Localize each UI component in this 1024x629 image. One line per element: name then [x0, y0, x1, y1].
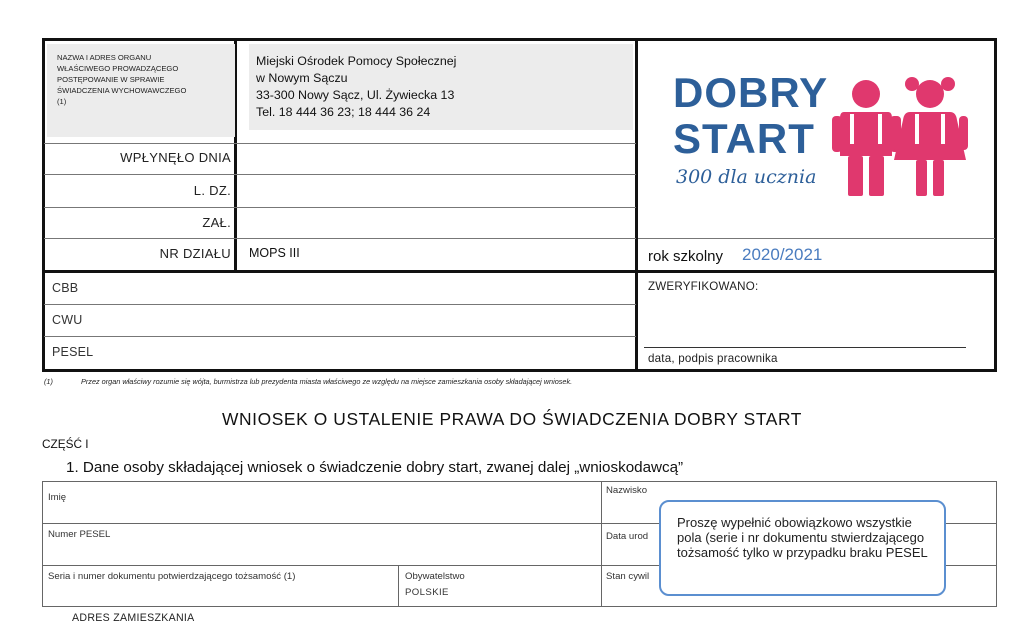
org-label-line: WŁAŚCIWEGO PROWADZĄCEGO [57, 64, 179, 73]
school-year-label: rok szkolny [648, 248, 724, 265]
first-name-label: Imię [48, 492, 67, 503]
header-divider-right [635, 38, 638, 372]
school-year-value: 2020/2021 [742, 245, 823, 264]
first-name-input[interactable] [43, 482, 600, 522]
org-label-line: POSTĘPOWANIE W SPRAWIE [57, 75, 165, 84]
instruction-callout-text: Proszę wypełnić obowiązkowo wszystkie pola (serie i nr dokumentu stwierdzającego tożsamość tylko w przypadku braku PESEL [677, 515, 928, 560]
side-line-1 [44, 304, 636, 305]
logo-title-line1: DOBRY [673, 69, 829, 116]
signature-label: data, podpis pracownika [648, 352, 778, 365]
department-label: NR DZIAŁU [159, 246, 231, 261]
applicant-col-line-citizenship [398, 565, 399, 607]
cwu-label: CWU [52, 313, 83, 327]
citizenship-label: Obywatelstwo [405, 571, 465, 582]
pesel-label: Numer PESEL [48, 529, 111, 540]
footnote-number: (1) [44, 377, 53, 386]
instruction-callout [659, 500, 946, 596]
reference-number-field[interactable] [237, 177, 635, 206]
address-section-label: ADRES ZAMIESZKANIA [72, 612, 195, 624]
header-divider-middle [42, 270, 997, 273]
org-address-line: w Nowym Sączu [256, 71, 348, 85]
registry-line-4 [44, 238, 636, 239]
footnote [44, 377, 572, 386]
logo-line [638, 238, 995, 239]
org-label-line: NAZWA I ADRES ORGANU [57, 53, 152, 62]
last-name-label: Nazwisko [606, 485, 648, 496]
received-date-label: WPŁYNĘŁO DNIA [120, 150, 231, 165]
part-label: CZĘŚĆ I [42, 437, 89, 451]
side-line-2 [44, 336, 636, 337]
attachments-field[interactable] [237, 209, 635, 237]
birth-date-label: Data urod [606, 531, 649, 542]
citizenship-value[interactable]: POLSKIE [405, 587, 449, 598]
id-document-label: Seria i numer dokumentu potwierdzającego tożsamość (1) [48, 571, 296, 582]
logo-slogan: 300 dla ucznia [676, 166, 817, 188]
footnote-text: Przez organ właściwy rozumie się wójta, burmistrza lub prezydenta miasta właściwego ze względu na miejsce zamieszkania osoby składającej wniosek. [81, 377, 573, 386]
org-label [47, 44, 235, 137]
marital-status-label: Stan cywil [606, 571, 650, 582]
registry-line-3 [44, 207, 636, 208]
id-document-input[interactable] [43, 566, 397, 606]
section-heading: 1. Dane osoby składającej wniosek o świadczenie dobry start, zwanej dalej „wnioskodawcą” [66, 459, 684, 476]
pesel-side-label: PESEL [52, 345, 94, 359]
verified-label: ZWERYFIKOWANO: [648, 280, 759, 293]
schoolchildren-icon [826, 76, 972, 202]
org-label-line: (1) [57, 97, 67, 106]
pesel-input[interactable] [43, 524, 600, 564]
signature-line [644, 347, 966, 348]
registry-line-1 [44, 143, 636, 144]
org-address-line: Tel. 18 444 36 23; 18 444 36 24 [256, 105, 431, 119]
org-address [249, 44, 633, 130]
department-value: MOPS III [249, 246, 300, 260]
reference-number-label: L. DZ. [193, 183, 231, 198]
cbb-label: CBB [52, 281, 79, 295]
org-address-line: 33-300 Nowy Sącz, Ul. Żywiecka 13 [256, 88, 455, 102]
registry-line-2 [44, 174, 636, 175]
org-label-line: ŚWIADCZENIA WYCHOWAWCZEGO [57, 86, 187, 95]
form-title: WNIOSEK O USTALENIE PRAWA DO ŚWIADCZENIA DOBRY START [221, 409, 803, 429]
org-address-line: Miejski Ośrodek Pomocy Społecznej [256, 54, 457, 68]
received-date-field[interactable] [237, 146, 635, 173]
logo-title-line2: START [673, 115, 815, 162]
attachments-label: ZAŁ. [202, 215, 231, 230]
